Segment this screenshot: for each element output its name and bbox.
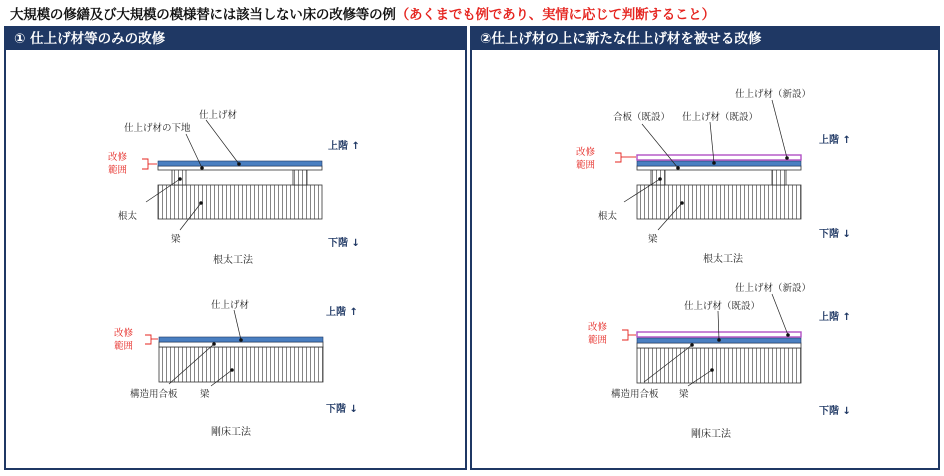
plywood-layer (159, 342, 323, 347)
upper-floor-label: 上階 ↑ (819, 312, 851, 323)
label-range-1: 改修 (576, 147, 596, 158)
method-label: 根太工法 (703, 254, 743, 265)
left-panel (4, 26, 467, 470)
beam-block (637, 348, 801, 383)
label-finish-base: 仕上げ材の下地 (124, 123, 191, 134)
joist-right (293, 169, 307, 185)
left-bottom-section (114, 299, 358, 438)
right-panel-header: ②仕上げ材の上に新たな仕上げ材を被せる改修 (472, 28, 938, 50)
right-diagram (472, 52, 938, 468)
left-diagram (6, 52, 465, 468)
page-title (10, 3, 715, 23)
left-panel-header: ① 仕上げ材等のみの改修 (6, 28, 465, 50)
finish-new-layer (637, 155, 801, 160)
label-plywood-existing: 合板（既設） (613, 112, 671, 123)
upper-floor-label: 上階 ↑ (328, 141, 360, 152)
beam-block (637, 185, 801, 219)
label-finish: 仕上げ材 (199, 110, 238, 121)
finish-existing-layer (637, 161, 801, 166)
joist-right (772, 169, 786, 185)
method-label: 根太工法 (213, 255, 253, 266)
label-range-2: 範囲 (576, 160, 596, 171)
lower-floor-label: 下階 ↓ (328, 238, 360, 249)
right-panel (470, 26, 940, 470)
beam-block (158, 185, 322, 219)
right-bottom-section (588, 282, 851, 440)
left-top-section (108, 109, 360, 266)
label-finish-existing: 仕上げ材（既設） (682, 112, 759, 123)
joist-left (651, 169, 665, 185)
label-beam: 梁 (679, 389, 689, 400)
page-title-note: （あくまでも例であり、実情に応じて判断すること） (395, 7, 715, 23)
label-joist: 根太 (598, 211, 618, 222)
method-label: 剛床工法 (211, 427, 251, 438)
method-label: 剛床工法 (691, 429, 731, 440)
label-range-1: 改修 (108, 152, 128, 163)
label-plywood: 構造用合板 (611, 389, 659, 400)
label-plywood: 構造用合板 (130, 389, 178, 400)
upper-floor-label: 上階 ↑ (819, 135, 851, 146)
lower-floor-label: 下階 ↓ (819, 229, 851, 240)
right-top-section (576, 88, 851, 265)
label-joist: 根太 (118, 211, 138, 222)
label-range-1: 改修 (114, 328, 134, 339)
finish-base-layer (158, 166, 322, 170)
label-finish-new: 仕上げ材（新設） (735, 283, 812, 294)
label-range-2: 範囲 (108, 165, 128, 176)
label-beam: 梁 (200, 389, 210, 400)
upper-floor-label: 上階 ↑ (326, 307, 358, 318)
label-range-1: 改修 (588, 322, 608, 333)
beam-block (159, 347, 323, 382)
page-title-main: 大規模の修繕及び大規模の模様替には該当しない床の改修等の例 (10, 7, 396, 23)
lower-floor-label: 下階 ↓ (819, 406, 851, 417)
label-range-2: 範囲 (588, 335, 608, 346)
plywood-layer (637, 343, 801, 348)
lower-floor-label: 下階 ↓ (326, 404, 358, 415)
plywood-layer (637, 166, 801, 170)
label-beam: 梁 (648, 234, 658, 245)
label-beam: 梁 (171, 234, 181, 245)
label-range-2: 範囲 (114, 341, 134, 352)
label-finish-new: 仕上げ材（新設） (735, 89, 812, 100)
label-finish-existing: 仕上げ材（既設） (684, 301, 761, 312)
label-finish: 仕上げ材 (211, 300, 250, 311)
